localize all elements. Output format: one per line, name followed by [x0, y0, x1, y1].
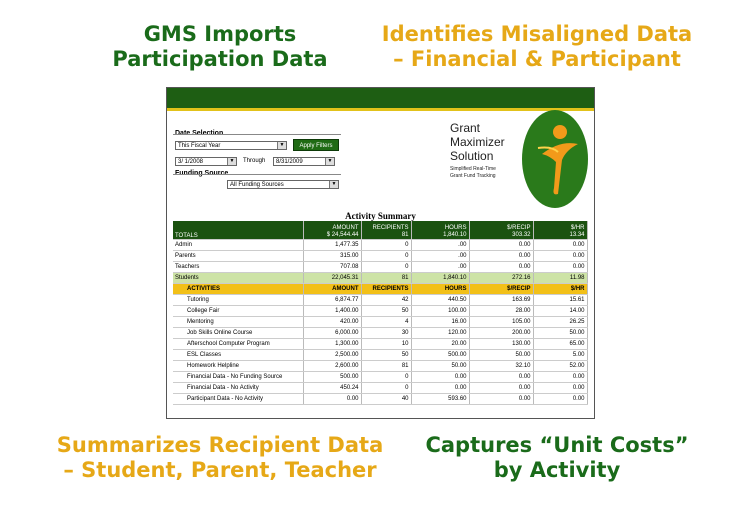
activities-column-header[interactable]: ACTIVITIES [173, 284, 303, 295]
funding-source-select[interactable] [227, 180, 339, 189]
column-total: 81 [401, 232, 409, 238]
activities-column-header[interactable]: AMOUNT [303, 284, 361, 295]
activity-summary-title: Activity Summary [345, 211, 416, 221]
cell-value: .00 [411, 262, 469, 273]
cell-value: 26.25 [533, 317, 587, 328]
cell-value: 0.00 [533, 262, 587, 273]
cell-value: 65.00 [533, 339, 587, 350]
caption-import-participation [70, 22, 370, 72]
activity-row[interactable] [173, 306, 587, 317]
row-label: Students [173, 273, 303, 284]
from-date-value: 3/ 1/2008 [178, 159, 204, 165]
row-label: ESL Classes [173, 350, 303, 361]
caption-line: Captures “Unit Costs” [425, 433, 689, 457]
cell-value: 440.50 [411, 295, 469, 306]
activity-summary-table [173, 221, 588, 405]
totals-header-row [173, 221, 587, 240]
activity-row[interactable] [173, 372, 587, 383]
amount-column-header[interactable] [303, 221, 361, 240]
caption-line: GMS Imports [143, 22, 297, 46]
caption-line: Identifies Misaligned Data [381, 22, 693, 46]
activities-column-header[interactable]: HOURS [411, 284, 469, 295]
to-date-value: 8/31/2009 [276, 159, 303, 165]
cell-value: 272.16 [469, 273, 533, 284]
cell-value: .00 [411, 240, 469, 251]
totals-label: TOTALS [173, 221, 303, 240]
caption-line: Summarizes Recipient Data [56, 433, 384, 457]
activity-row[interactable] [173, 350, 587, 361]
recipients-column-header[interactable] [361, 221, 411, 240]
cell-value: 0.00 [533, 383, 587, 394]
cell-value: 593.60 [411, 394, 469, 405]
header-bar [167, 88, 594, 111]
activity-row[interactable] [173, 383, 587, 394]
row-label: Teachers [173, 262, 303, 273]
activity-rows [173, 295, 587, 405]
cell-value: 32.10 [469, 361, 533, 372]
cell-value: 200.00 [469, 328, 533, 339]
cell-value: 50.00 [411, 361, 469, 372]
caption-line: – Financial & Participant [393, 47, 681, 71]
row-label: Afterschool Computer Program [173, 339, 303, 350]
cell-value: 0.00 [533, 394, 587, 405]
period-value: This Fiscal Year [178, 143, 221, 149]
row-label: Homework Helpline [173, 361, 303, 372]
cell-value: 16.00 [411, 317, 469, 328]
cell-value: 40 [361, 394, 411, 405]
apply-filters-button[interactable]: Apply Filters [293, 139, 339, 151]
cell-value: 0 [361, 251, 411, 262]
cell-value: 0.00 [533, 251, 587, 262]
row-label: Mentoring [173, 317, 303, 328]
funding-source-label: Funding Source [175, 170, 229, 177]
cell-value: 420.00 [303, 317, 361, 328]
row-label: Financial Data - No Funding Source [173, 372, 303, 383]
cell-value: 450.24 [303, 383, 361, 394]
row-label: Job Skills Online Course [173, 328, 303, 339]
column-total: 13.34 [569, 232, 585, 238]
cell-value: 0 [361, 240, 411, 251]
from-date-input[interactable] [175, 157, 237, 166]
divider [173, 134, 341, 135]
cell-value: 6,874.77 [303, 295, 361, 306]
cell-value: 500.00 [303, 372, 361, 383]
activity-row[interactable] [173, 317, 587, 328]
column-total: 303.32 [512, 232, 531, 238]
through-label: Through [243, 158, 266, 164]
recipient-row[interactable] [173, 240, 587, 251]
cell-value: 5.00 [533, 350, 587, 361]
cell-value: 0.00 [469, 372, 533, 383]
cell-value: 52.00 [533, 361, 587, 372]
to-date-input[interactable] [273, 157, 335, 166]
cell-value: 6,000.00 [303, 328, 361, 339]
cell-value: 81 [361, 273, 411, 284]
recipient-row[interactable] [173, 273, 587, 284]
cell-value: 0.00 [469, 383, 533, 394]
cell-value: 0.00 [411, 383, 469, 394]
activities-column-header[interactable]: $/HR [533, 284, 587, 295]
cell-value: 0.00 [469, 394, 533, 405]
cell-value: 81 [361, 361, 411, 372]
column-title: $/HR [570, 225, 585, 231]
cell-value: 105.00 [469, 317, 533, 328]
cell-value: 42 [361, 295, 411, 306]
caption-recipient-data [40, 433, 400, 483]
cell-value: 120.00 [411, 328, 469, 339]
cell-value: 50.00 [533, 328, 587, 339]
logo-line: Solution [450, 149, 494, 163]
cell-value: 14.00 [533, 306, 587, 317]
column-total: 1,840.10 [443, 232, 467, 238]
cell-value: 1,840.10 [411, 273, 469, 284]
row-label: Parents [173, 251, 303, 262]
row-label: Tutoring [173, 295, 303, 306]
cell-value: 0.00 [469, 262, 533, 273]
cell-value: 707.08 [303, 262, 361, 273]
column-title: HOURS [444, 225, 467, 231]
cell-value: 500.00 [411, 350, 469, 361]
per-hour-column-header[interactable] [533, 221, 587, 240]
activity-row[interactable] [173, 394, 587, 405]
cell-value: 2,500.00 [303, 350, 361, 361]
cell-value: 2,600.00 [303, 361, 361, 372]
funding-source-value: All Funding Sources [230, 182, 284, 188]
cell-value: 0.00 [469, 251, 533, 262]
cell-value: .00 [411, 251, 469, 262]
cell-value: 0.00 [411, 372, 469, 383]
row-label: Participant Data - No Activity [173, 394, 303, 405]
hours-column-header[interactable] [411, 221, 469, 240]
activities-column-header[interactable]: RECIPIENTS [361, 284, 411, 295]
caption-unit-costs [402, 433, 712, 483]
filter-panel [173, 130, 343, 218]
cell-value: 0.00 [303, 394, 361, 405]
recipient-row[interactable] [173, 251, 587, 262]
chevron-down-icon: ▼ [227, 158, 236, 165]
cell-value: 100.00 [411, 306, 469, 317]
activities-header-row [173, 284, 587, 295]
column-title: RECIPIENTS [372, 225, 409, 231]
cell-value: 30 [361, 328, 411, 339]
cell-value: 10 [361, 339, 411, 350]
per-recipient-column-header[interactable] [469, 221, 533, 240]
cell-value: 22,045.31 [303, 273, 361, 284]
cell-value: 50.00 [469, 350, 533, 361]
app-screenshot [166, 87, 595, 419]
logo-line: Grant [450, 121, 481, 135]
cell-value: 0.00 [533, 240, 587, 251]
cell-value: 1,400.00 [303, 306, 361, 317]
column-title: $/RECIP [507, 225, 531, 231]
chevron-down-icon: ▼ [329, 181, 338, 188]
period-select[interactable] [175, 141, 287, 150]
cell-value: 130.00 [469, 339, 533, 350]
logo-tagline: Simplified Real-Time [450, 166, 496, 172]
cell-value: 0 [361, 372, 411, 383]
cell-value: 0.00 [533, 372, 587, 383]
activity-row[interactable] [173, 295, 587, 306]
logo-tagline: Grant Fund Tracking [450, 173, 496, 179]
activity-row[interactable] [173, 361, 587, 372]
logo-text [450, 121, 550, 179]
cell-value: 0.00 [469, 240, 533, 251]
row-label: Admin [173, 240, 303, 251]
activities-column-header[interactable]: $/RECIP [469, 284, 533, 295]
cell-value: 315.00 [303, 251, 361, 262]
date-selection-label: Date Selection [175, 130, 224, 137]
cell-value: 1,300.00 [303, 339, 361, 350]
cell-value: 1,477.35 [303, 240, 361, 251]
caption-line: by Activity [493, 458, 621, 482]
caption-line: – Student, Parent, Teacher [63, 458, 377, 482]
recipient-rows [173, 240, 587, 284]
cell-value: 20.00 [411, 339, 469, 350]
recipient-row[interactable] [173, 262, 587, 273]
cell-value: 15.61 [533, 295, 587, 306]
cell-value: 28.00 [469, 306, 533, 317]
caption-line: Participation Data [112, 47, 328, 71]
row-label: College Fair [173, 306, 303, 317]
chevron-down-icon: ▼ [325, 158, 334, 165]
cell-value: 50 [361, 306, 411, 317]
cell-value: 163.69 [469, 295, 533, 306]
activity-row[interactable] [173, 328, 587, 339]
cell-value: 0 [361, 262, 411, 273]
divider [173, 174, 341, 175]
activity-row[interactable] [173, 339, 587, 350]
cell-value: 11.98 [533, 273, 587, 284]
cell-value: 0 [361, 383, 411, 394]
logo-line: Maximizer [450, 135, 505, 149]
cell-value: 4 [361, 317, 411, 328]
cell-value: 50 [361, 350, 411, 361]
caption-misaligned-data [372, 22, 702, 72]
column-title: AMOUNT [332, 225, 359, 231]
chevron-down-icon: ▼ [277, 142, 286, 149]
column-total: $ 24,544.44 [326, 232, 359, 238]
row-label: Financial Data - No Activity [173, 383, 303, 394]
